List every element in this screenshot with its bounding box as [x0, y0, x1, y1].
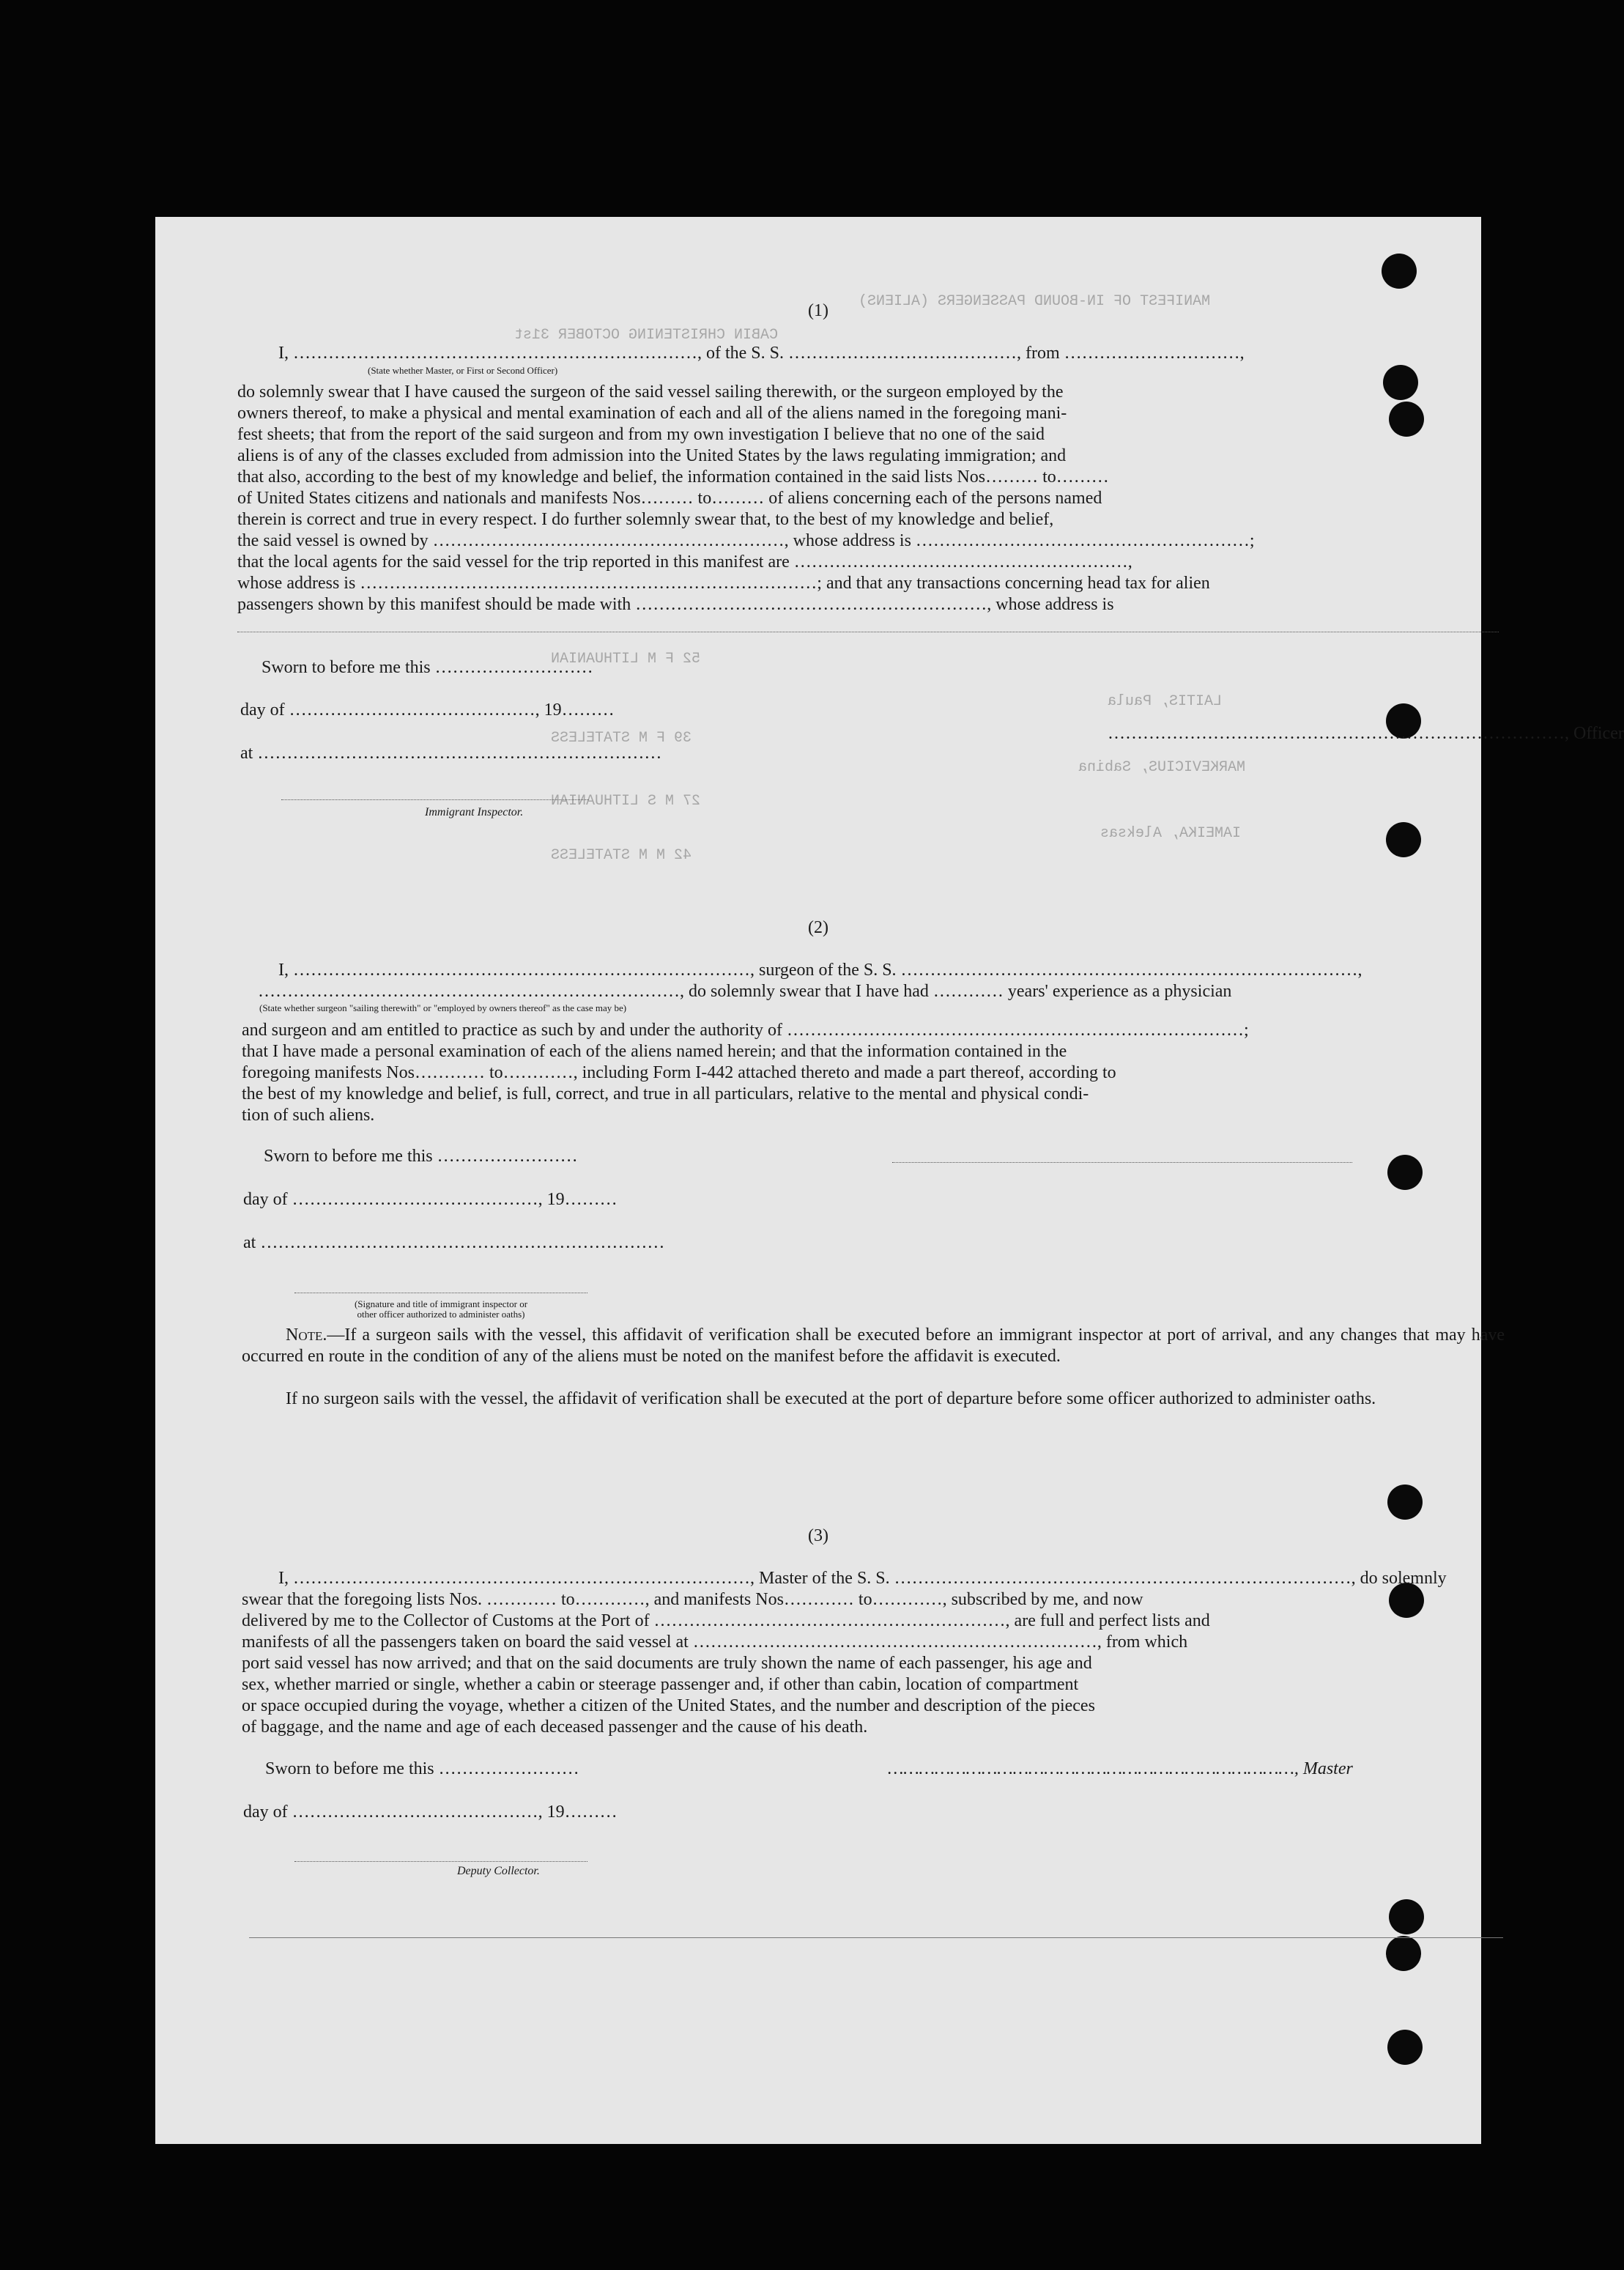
section-1-officer: ……………………………………………………………………, Officer [1108, 724, 1624, 743]
section-1-line: the said vessel is owned by ……………………………………………………, whose address is …………………………………………………; [237, 531, 1255, 550]
section-3-number: (3) [808, 1526, 828, 1545]
section-2-day: day of ……………………………………, 19……… [243, 1190, 618, 1209]
section-1-caption: (State whether Master, or First or Second Officer) [368, 365, 558, 376]
section-1-intro: I, ……………………………………………………………, of the S. S. …………………………………, from …………………………, [278, 344, 1245, 363]
note-label: Note. [286, 1326, 327, 1345]
section-2-line: that I have made a personal examination of each of the aliens named herein; and that the information contained in the [242, 1042, 1067, 1061]
section-2-line: tion of such aliens. [242, 1106, 375, 1125]
immigrant-inspector-caption: Immigrant Inspector. [425, 806, 524, 818]
signature-caption: other officer authorized to administer oaths) [357, 1309, 525, 1320]
deputy-collector-caption: Deputy Collector. [457, 1865, 540, 1877]
section-3-line: delivered by me to the Collector of Customs at the Port of ……………………………………………………, are full and perfect lists and [242, 1611, 1210, 1630]
section-1-at: at …………………………………………………………… [240, 744, 662, 763]
signature-line [294, 1861, 587, 1863]
punch-hole [1387, 2030, 1423, 2065]
punch-hole [1387, 1155, 1423, 1190]
punch-hole [1383, 365, 1418, 400]
section-2-note [242, 1325, 1505, 1367]
bleed-through-text: MARKEVICIUS, Sabina [1078, 759, 1246, 776]
section-3-sworn: Sworn to before me this …………………… [265, 1759, 579, 1778]
bleed-through-text: LAITIS, Paula [1108, 693, 1223, 710]
punch-hole [1387, 1485, 1423, 1520]
signature-line [892, 1162, 1352, 1164]
signature-caption: (Signature and title of immigrant inspector or [354, 1298, 528, 1309]
section-1-line: that the local agents for the said vessel for the trip reported in this manifest are …………………………………………………, [237, 552, 1132, 572]
punch-hole [1382, 254, 1417, 289]
section-1-line: fest sheets; that from the report of the said surgeon and from my own investigation I believe that no one of the said [237, 425, 1045, 444]
section-1-line: of United States citizens and nationals and manifests Nos……… to……… of aliens concerning each of the persons named [237, 489, 1102, 508]
section-2-line: the best of my knowledge and belief, is full, correct, and true in all particulars, relative to the mental and physical condi- [242, 1084, 1089, 1103]
section-1-line: therein is correct and true in every respect. I do further solemnly swear that, to the best of my knowledge and belief, [237, 510, 1054, 529]
section-2-number: (2) [808, 918, 828, 937]
section-1-line: owners thereof, to make a physical and mental examination of each and all of the aliens named in the foregoing mani- [237, 404, 1067, 423]
bleed-through-text: MANIFEST OF IN-BOUND PASSENGERS (ALIENS) [859, 293, 1211, 310]
section-2-caption: (State whether surgeon "sailing therewith" or "employed by owners thereof" as the case may be) [259, 1002, 627, 1013]
note-text: —If a surgeon sails with the vessel, this affidavit of verification shall be executed before an immigrant inspector at port of arrival, and any changes that may have occurred en route in the condition of any of the aliens must be noted on the manifest before the affidavit is executed. [242, 1326, 1505, 1366]
section-3-line: of baggage, and the name and age of each deceased passenger and the cause of his death. [242, 1718, 868, 1737]
punch-hole [1386, 1936, 1421, 1971]
section-2-line: and surgeon and am entitled to practice as such by and under the authority of ……………………………………………………………………; [242, 1021, 1249, 1040]
document-page [155, 217, 1624, 2144]
section-1-line: whose address is ……………………………………………………………………; and that any transactions concerning head tax for alien [237, 574, 1210, 593]
bleed-through-text: 39 F M STATELESS [551, 730, 692, 747]
section-2-at: at …………………………………………………………… [243, 1233, 665, 1252]
signature-line [294, 1293, 587, 1294]
bleed-through-text: 27 M S LITHUANIAN [551, 793, 701, 810]
section-1-day: day of ……………………………………, 19……… [240, 700, 615, 720]
section-2-note-2: If no surgeon sails with the vessel, the affidavit of verification shall be executed at the port of departure before some officer authorized to administer oaths. [286, 1389, 1376, 1408]
section-3-line: sex, whether married or single, whether a cabin or steerage passenger and, if other than cabin, location of compartment [242, 1675, 1079, 1694]
section-3-master: ……………………………………………………………………, Master [888, 1759, 1353, 1778]
section-2-line: I, ……………………………………………………………………, surgeon of the S. S. ……………………………………………………………………, [278, 961, 1362, 980]
section-1-line: do solemnly swear that I have caused the surgeon of the said vessel sailing therewith, or the surgeon employed by the [237, 382, 1064, 402]
section-3-line: swear that the foregoing lists Nos. ………… to…………, and manifests Nos………… to…………, subscribed by me, and now [242, 1590, 1143, 1609]
bleed-through-text: CABIN CHRISTENING OCTOBER 31st [514, 327, 779, 344]
section-2-line: foregoing manifests Nos………… to…………, including Form I-442 attached thereto and made a part thereof, according to [242, 1063, 1116, 1082]
section-3-line: or space occupied during the voyage, whether a citizen of the United States, and the number and description of the pieces [242, 1696, 1095, 1715]
section-3-day: day of ……………………………………, 19……… [243, 1803, 618, 1822]
section-1-sworn: Sworn to before me this ……………………… [262, 658, 593, 677]
punch-hole [1389, 1899, 1424, 1934]
section-2-line: ………………………………………………………………, do solemnly swear that I have had ………… years' experience as a physician [258, 982, 1232, 1001]
signature-line [281, 799, 589, 801]
bottom-rule [249, 1937, 1503, 1938]
section-3-line: I, ……………………………………………………………………, Master of the S. S. ……………………………………………………………………, do solemnly [278, 1569, 1447, 1588]
bleed-through-text: 42 M M STATELESS [551, 847, 692, 864]
bleed-through-text: IAMEIKA, Aleksas [1100, 825, 1242, 842]
bleed-through-text: 52 F M LITHUANIAN [551, 651, 701, 668]
section-3-line: manifests of all the passengers taken on board the said vessel at ……………………………………………………………, from which [242, 1633, 1188, 1652]
section-1-blank-line [237, 632, 1499, 633]
punch-hole [1389, 402, 1424, 437]
section-1-line: aliens is of any of the classes excluded from admission into the United States by the laws regulating immigration; and [237, 446, 1067, 465]
section-2-sworn: Sworn to before me this …………………… [264, 1147, 578, 1166]
section-1-line: that also, according to the best of my knowledge and belief, the information contained in the said lists Nos……… to……… [237, 467, 1109, 487]
section-1-line: passengers shown by this manifest should be made with ……………………………………………………, whose address is [237, 595, 1114, 614]
section-1-number: (1) [808, 301, 828, 320]
punch-hole [1386, 822, 1421, 857]
section-3-line: port said vessel has now arrived; and that on the said documents are truly shown the name of each passenger, his age and [242, 1654, 1092, 1673]
